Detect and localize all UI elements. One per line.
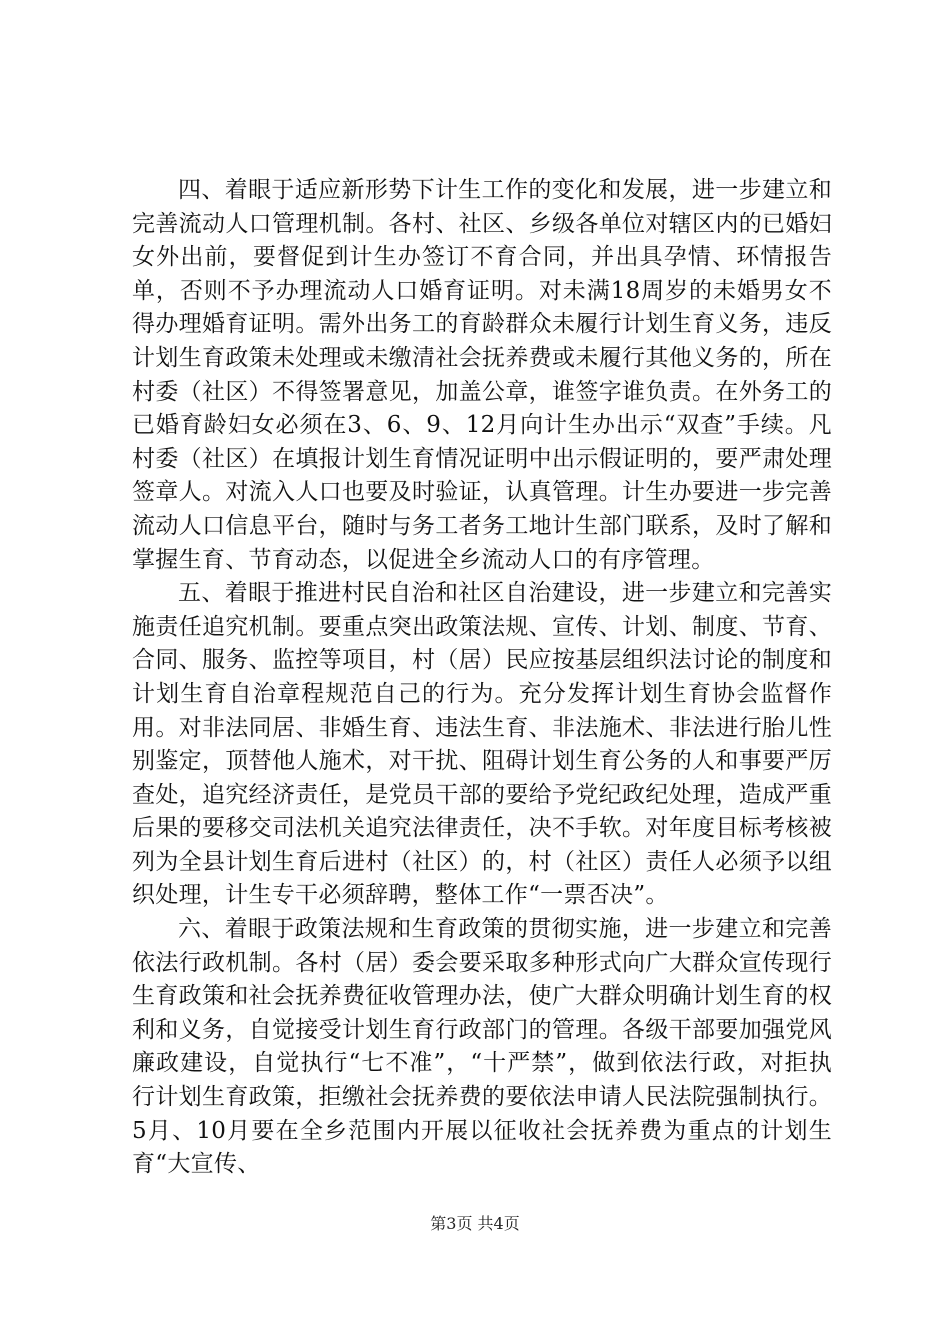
paragraph-section-six: 六、着眼于政策法规和生育政策的贯彻实施，进一步建立和完善依法行政机制。各村（居）委会要采取多种形式向广大群众宣传现行生育政策和社会抚养费征收管理办法，使广大群众明确计划生育的权利和义务，自觉接受计划生育行政部门的管理。各级干部要加强党风廉政建设，自觉执行“七不准”，“十严禁”，做到依法行政，对拒执行计划生育政策，拒缴社会抚养费的要依法申请人民法院强制执行。5月、10月要在全乡范围内开展以征收社会抚养费为重点的计划生育“大宣传、 (132, 916, 832, 1178)
page-number-footer: 第3页 共4页 (430, 1214, 520, 1233)
document-body (132, 174, 832, 1182)
paragraph-section-five: 五、着眼于推进村民自治和社区自治建设，进一步建立和完善实施责任追究机制。要重点突出政策法规、宣传、计划、制度、节育、合同、服务、监控等项目，村（居）民应按基层组织法讨论的制度和计划生育自治章程规范自己的行为。充分发挥计划生育协会监督作用。对非法同居、非婚生育、违法生育、非法施术、非法进行胎儿性别鉴定，顶替他人施术，对干扰、阻碍计划生育公务的人和事要严厉查处，追究经济责任，是党员干部的要给予党纪政纪处理，造成严重后果的要移交司法机关追究法律责任，决不手软。对年度目标考核被列为全县计划生育后进村（社区）的，村（社区）责任人必须予以组织处理，计生专干必须辞聘，整体工作“一票否决”。 (132, 580, 832, 909)
paragraph-section-four: 四、着眼于适应新形势下计生工作的变化和发展，进一步建立和完善流动人口管理机制。各村、社区、乡级各单位对辖区内的已婚妇女外出前，要督促到计生办签订不育合同，并出具孕情、环情报告单，否则不予办理流动人口婚育证明。对未满18周岁的未婚男女不得办理婚育证明。需外出务工的育龄群众未履行计划生育义务，违反计划生育政策未处理或未缴清社会抚养费或未履行其他义务的，所在村委（社区）不得签署意见，加盖公章，谁签字谁负责。在外务工的已婚育龄妇女必须在3、6、9、12月向计生办出示“双查”手续。凡村委（社区）在填报计划生育情况证明中出示假证明的，要严肃处理签章人。对流入人口也要及时验证，认真管理。计生办要进一步完善流动人口信息平台，随时与务工者务工地计生部门联系，及时了解和掌握生育、节育动态，以促进全乡流动人口的有序管理。 (132, 177, 832, 573)
